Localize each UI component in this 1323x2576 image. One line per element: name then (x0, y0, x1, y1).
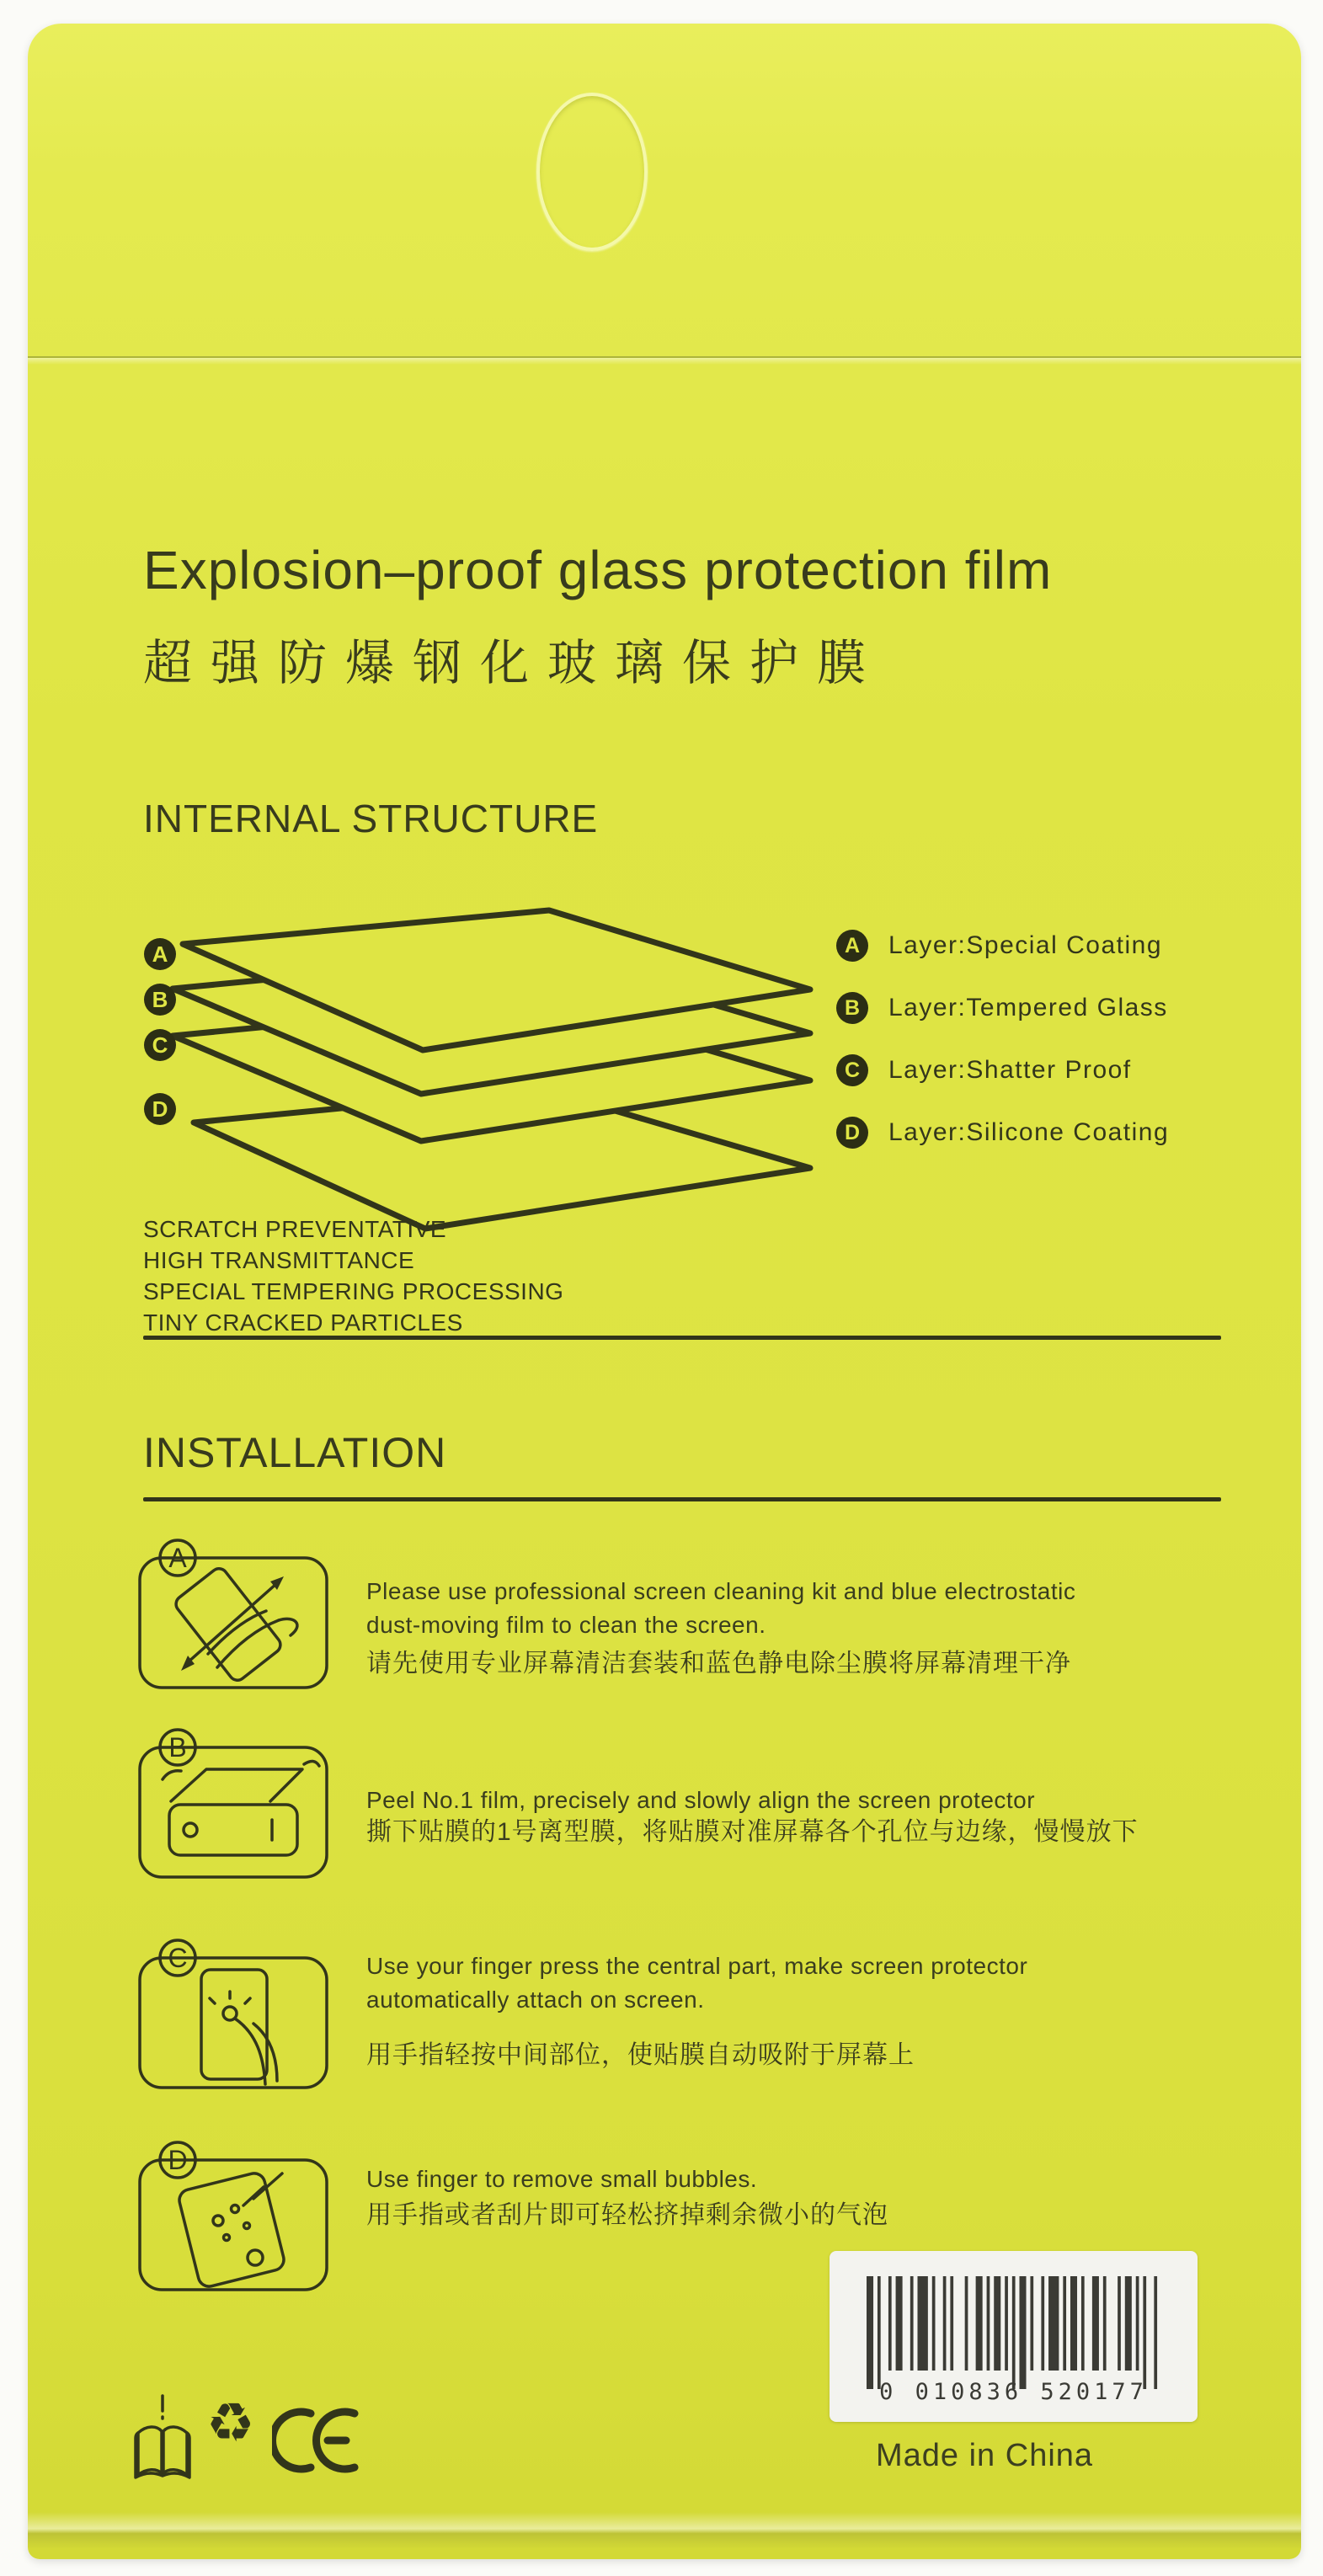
read-manual-icon (133, 2394, 192, 2482)
layer-stack-diagram (135, 905, 825, 1235)
step-c-text-cn: 用手指轻按中间部位，使贴膜自动吸附于屏幕上 (366, 2041, 915, 2069)
diagram-badge-d-letter: D (152, 1096, 168, 1122)
remove-bubbles-icon (137, 2133, 329, 2293)
step-d-text-en: Use finger to remove small bubbles. (366, 2166, 758, 2192)
press-center-icon (137, 1931, 329, 2091)
made-in-china-label: Made in China (876, 2438, 1094, 2473)
step-a-letter: A (168, 1543, 187, 1573)
step-a-text-cn: 请先使用专业屏幕清洁套装和蓝色静电除尘膜将屏幕清理干净 (366, 1650, 1071, 1677)
diagram-badge-c-letter: C (152, 1032, 168, 1058)
diagram-badge-b-letter: B (152, 987, 168, 1012)
product-title-cn: 超强防爆钢化玻璃保护膜 (143, 636, 885, 691)
product-title-en: Explosion–proof glass protection film (143, 540, 1053, 600)
hang-hole-diecut (536, 93, 648, 251)
layer-stack-icon (135, 905, 825, 1235)
bottom-fold-crease (28, 2512, 1301, 2549)
legend-badge-b: B (836, 992, 868, 1024)
legend-badge-c: C (836, 1054, 868, 1086)
flap-fold-line (28, 356, 1301, 365)
align-film-icon (137, 1720, 329, 1880)
section-divider (143, 1497, 1221, 1501)
diagram-badge-a-letter: A (152, 941, 168, 967)
step-d-text-cn: 用手指或者刮片即可轻松挤掉剩余微小的气泡 (366, 2201, 888, 2229)
certification-icons (133, 2390, 386, 2491)
legend-row (836, 915, 1169, 977)
legend-label-c: Layer:Shatter Proof (888, 1056, 1132, 1084)
section-divider (143, 1336, 1221, 1340)
step-b-text-en: Peel No.1 film, precisely and slowly align the screen protector (366, 1787, 1036, 1813)
ce-mark-icon (272, 2400, 360, 2481)
legend-row (836, 1101, 1169, 1164)
feature-line: SCRATCH PREVENTATIVE (143, 1216, 447, 1242)
legend-row (836, 1039, 1169, 1101)
barcode-number: 0 010836 520177 (879, 2379, 1148, 2405)
step-c-letter: C (168, 1943, 188, 1973)
barcode-label (830, 2251, 1198, 2422)
step-b-text-cn: 撕下贴膜的1号离型膜，将贴膜对准屏幕各个孔位与边缘，慢慢放下 (366, 1818, 1139, 1846)
feature-line: HIGH TRANSMITTANCE (143, 1247, 415, 1273)
step-c-text-en: Use your finger press the central part, make screen protector automatically attach on screen. (366, 1953, 1028, 2013)
legend-badge-d: D (836, 1117, 868, 1149)
step-d-letter: D (168, 2145, 188, 2175)
internal-structure-heading: INTERNAL STRUCTURE (143, 797, 599, 840)
feature-line: SPECIAL TEMPERING PROCESSING (143, 1278, 564, 1304)
clean-screen-icon (137, 1531, 329, 1691)
feature-line: TINY CRACKED PARTICLES (143, 1309, 463, 1336)
layer-legend (836, 915, 1169, 1164)
legend-label-d: Layer:Silicone Coating (888, 1118, 1170, 1146)
legend-label-a: Layer:Special Coating (888, 931, 1163, 959)
package-back-panel (28, 24, 1301, 2559)
legend-label-b: Layer:Tempered Glass (888, 994, 1168, 1021)
legend-row (836, 977, 1169, 1039)
feature-list (143, 1213, 563, 1338)
step-a-text-en: Please use professional screen cleaning kit and blue electrostatic dust-moving film to clean the screen. (366, 1578, 1076, 1638)
legend-badge-a: A (836, 930, 868, 962)
installation-heading: INSTALLATION (143, 1429, 447, 1476)
recycle-icon: ♻ (206, 2392, 255, 2455)
barcode (867, 2276, 1161, 2389)
step-b-letter: B (168, 1732, 187, 1763)
